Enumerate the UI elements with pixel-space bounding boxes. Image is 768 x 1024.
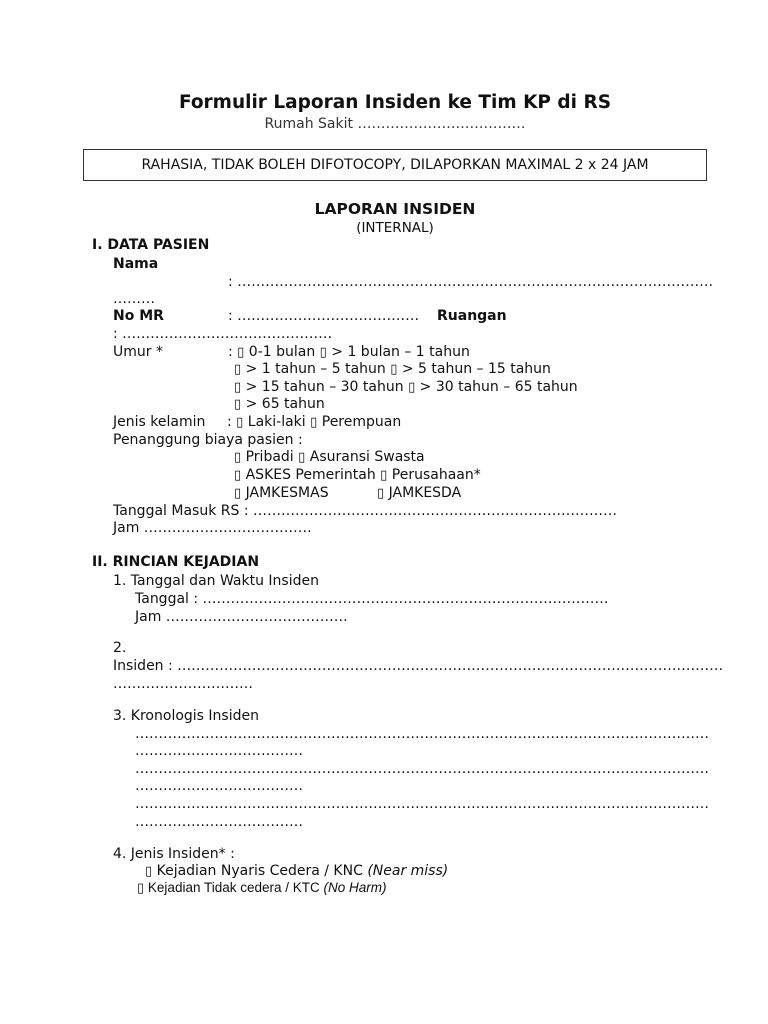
- q4-option-italic: (Near miss): [367, 863, 449, 879]
- umur-option: > 15 tahun – 30 tahun: [245, 379, 404, 395]
- q4-option-text: Kejadian Nyaris Cedera / KNC: [156, 863, 363, 879]
- q3-line: ………………………………: [135, 743, 303, 759]
- gender-label: Jenis kelamin: [113, 414, 206, 430]
- gender-row: [227, 413, 401, 432]
- umur-option: > 30 tahun – 65 tahun: [419, 379, 578, 395]
- checkbox-icon[interactable]: ▯: [236, 415, 244, 430]
- checkbox-icon[interactable]: ▯: [319, 345, 327, 360]
- report-subheading: (INTERNAL): [356, 220, 434, 236]
- gender-option: Perempuan: [321, 414, 402, 430]
- umur-row-2: [234, 360, 551, 379]
- q3-title: 3. Kronologis Insiden: [113, 708, 259, 724]
- report-heading: LAPORAN INSIDEN: [314, 200, 476, 218]
- confidential-notice: RAHASIA, TIDAK BOLEH DIFOTOCOPY, DILAPORKAN MAXIMAL 2 x 24 JAM: [141, 157, 649, 173]
- q4-option-italic: (No Harm): [323, 880, 387, 895]
- umur-label: Umur *: [113, 344, 163, 360]
- umur-option: 0-1 bulan: [248, 344, 316, 360]
- checkbox-icon[interactable]: ▯: [234, 362, 242, 377]
- checkbox-icon[interactable]: ▯: [390, 362, 398, 377]
- umur-option: > 1 tahun – 5 tahun: [245, 361, 386, 377]
- checkbox-icon[interactable]: ▯: [377, 486, 385, 501]
- q2-number: 2.: [113, 640, 127, 656]
- nama-field-cont: ………: [113, 291, 155, 307]
- section2-title: II. RINCIAN KEJADIAN: [92, 554, 260, 570]
- payer-row-2: [234, 466, 481, 485]
- gender-option: Laki-laki: [247, 414, 306, 430]
- form-title: Formulir Laporan Insiden ke Tim KP di RS: [178, 92, 612, 113]
- umur-option: > 65 tahun: [245, 396, 325, 412]
- payer-option: ASKES Pemerintah: [245, 467, 376, 483]
- umur-colon: :: [228, 344, 233, 360]
- payer-row-3: [234, 484, 329, 503]
- q3-line: ……………………………………………………………………………………………………………: [135, 761, 709, 777]
- q3-line: ……………………………………………………………………………………………………………: [135, 726, 709, 742]
- q3-line: ………………………………: [135, 778, 303, 794]
- checkbox-icon[interactable]: ▯: [237, 345, 245, 360]
- payer-option: JAMKESMAS: [245, 485, 329, 501]
- checkbox-icon[interactable]: ▯: [310, 415, 318, 430]
- nomr-field: : …………………………………: [228, 308, 420, 324]
- gender-colon: :: [227, 414, 232, 430]
- checkbox-icon[interactable]: ▯: [145, 864, 153, 879]
- payer-label: Penanggung biaya pasien :: [113, 432, 303, 448]
- payer-option: JAMKESDA: [388, 485, 462, 501]
- payer-row-3b: [377, 484, 461, 503]
- checkbox-icon[interactable]: ▯: [234, 397, 242, 412]
- checkbox-icon[interactable]: ▯: [234, 486, 242, 501]
- ruangan-label: Ruangan: [437, 308, 507, 324]
- hospital-line: Rumah Sakit ………………………………: [264, 116, 526, 132]
- checkbox-icon[interactable]: ▯: [234, 450, 242, 465]
- nomr-label: No MR: [113, 308, 164, 324]
- checkbox-icon[interactable]: ▯: [408, 380, 416, 395]
- confidential-notice-box: [83, 149, 707, 181]
- checkbox-icon[interactable]: ▯: [137, 880, 145, 895]
- q4-option-text: Kejadian Tidak cedera / KTC: [147, 880, 320, 895]
- umur-row-4: [234, 395, 325, 414]
- q3-line: ……………………………………………………………………………………………………………: [135, 796, 709, 812]
- ruangan-field: : ………………………………………: [113, 326, 333, 342]
- umur-option: > 1 bulan – 1 tahun: [331, 344, 470, 360]
- section1-title: I. DATA PASIEN: [92, 237, 210, 253]
- q4-option-ktc: [137, 879, 387, 897]
- q2-insiden-field: Insiden : ………………………………………………………………………………………………………: [113, 658, 724, 674]
- checkbox-icon[interactable]: ▯: [234, 468, 242, 483]
- q1-title: 1. Tanggal dan Waktu Insiden: [113, 573, 319, 589]
- payer-option: Perusahaan*: [391, 467, 481, 483]
- checkbox-icon[interactable]: ▯: [298, 450, 306, 465]
- umur-option: > 5 tahun – 15 tahun: [401, 361, 551, 377]
- checkbox-icon[interactable]: ▯: [380, 468, 388, 483]
- payer-option: Asuransi Swasta: [309, 449, 425, 465]
- q2-insiden-field-cont: …………………………: [113, 676, 253, 692]
- q4-title: 4. Jenis Insiden* :: [113, 846, 235, 862]
- nama-field: : …………………………………………………………………………………………: [228, 274, 714, 290]
- q1-jam-field: Jam …………………………………: [135, 609, 348, 625]
- tanggal-masuk-field: Tanggal Masuk RS : ……………………………………………………………………: [113, 503, 617, 519]
- q1-tanggal-field: Tanggal : ……………………………………………………………………………: [135, 591, 609, 607]
- nama-label: Nama: [113, 256, 159, 272]
- payer-row-1: [234, 448, 425, 467]
- jam-field: Jam ………………………………: [113, 520, 312, 536]
- payer-option: Pribadi: [245, 449, 294, 465]
- checkbox-icon[interactable]: ▯: [234, 380, 242, 395]
- q3-line: ………………………………: [135, 814, 303, 830]
